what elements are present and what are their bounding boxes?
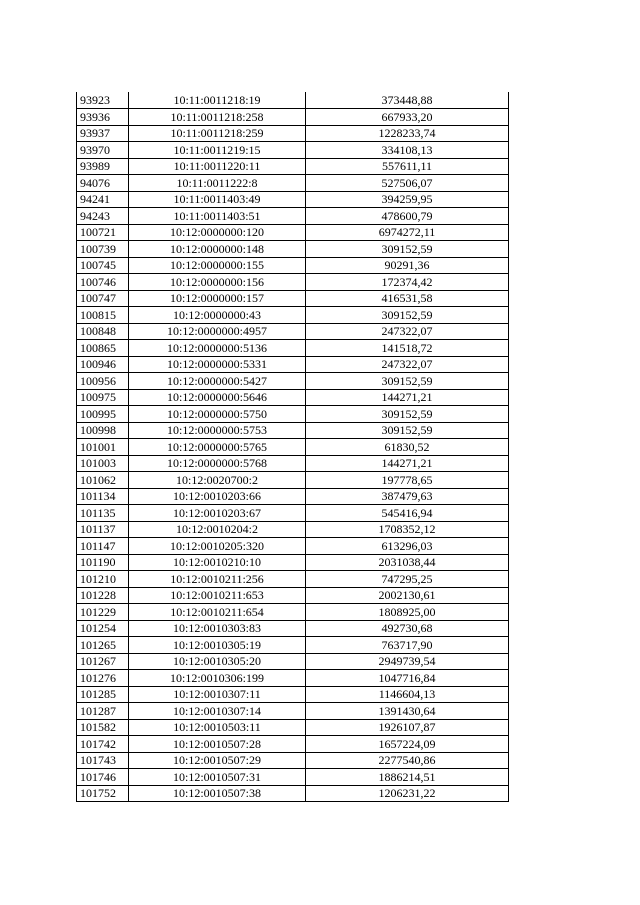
table-row: [77, 142, 509, 159]
cell-amount: 1708352,12: [306, 521, 509, 538]
table-row: [77, 472, 509, 489]
cell-amount: 667933,20: [306, 109, 509, 126]
cell-cadastral-number: 10:11:0011218:19: [129, 92, 306, 109]
cell-amount: 387479,63: [306, 488, 509, 505]
cell-amount: 309152,59: [306, 307, 509, 324]
cell-cadastral-number: 10:12:0000000:5331: [129, 356, 306, 373]
cell-id: 93970: [77, 142, 129, 159]
cell-id: 100946: [77, 356, 129, 373]
cell-cadastral-number: 10:12:0000000:157: [129, 290, 306, 307]
cell-id: 101285: [77, 686, 129, 703]
cell-amount: 172374,42: [306, 274, 509, 291]
cell-id: 101137: [77, 521, 129, 538]
cell-cadastral-number: 10:12:0000000:5765: [129, 439, 306, 456]
cell-amount: 2277540,86: [306, 752, 509, 769]
cell-id: 100848: [77, 323, 129, 340]
cell-id: 101265: [77, 637, 129, 654]
cell-amount: 247322,07: [306, 356, 509, 373]
cell-cadastral-number: 10:12:0010307:14: [129, 703, 306, 720]
cell-id: 94243: [77, 208, 129, 225]
document-table: [76, 92, 509, 802]
table-row: [77, 274, 509, 291]
table-row: [77, 356, 509, 373]
cell-cadastral-number: 10:12:0010303:83: [129, 620, 306, 637]
cell-amount: 1926107,87: [306, 719, 509, 736]
table-row: [77, 703, 509, 720]
table-row: [77, 175, 509, 192]
table-row: [77, 257, 509, 274]
cell-id: 100956: [77, 373, 129, 390]
table-row: [77, 752, 509, 769]
table-row: [77, 422, 509, 439]
cell-cadastral-number: 10:12:0010203:67: [129, 505, 306, 522]
cell-amount: 197778,65: [306, 472, 509, 489]
cell-cadastral-number: 10:12:0010503:11: [129, 719, 306, 736]
cell-amount: 763717,90: [306, 637, 509, 654]
cell-amount: 545416,94: [306, 505, 509, 522]
cell-amount: 61830,52: [306, 439, 509, 456]
table-row: [77, 604, 509, 621]
cell-id: 100739: [77, 241, 129, 258]
cell-amount: 247322,07: [306, 323, 509, 340]
table-row: [77, 323, 509, 340]
cell-id: 100721: [77, 224, 129, 241]
cell-cadastral-number: 10:11:0011403:51: [129, 208, 306, 225]
cell-cadastral-number: 10:12:0010307:11: [129, 686, 306, 703]
table-row: [77, 307, 509, 324]
cell-cadastral-number: 10:12:0010211:256: [129, 571, 306, 588]
cell-amount: 492730,68: [306, 620, 509, 637]
cell-cadastral-number: 10:12:0000000:43: [129, 307, 306, 324]
cell-amount: 613296,03: [306, 538, 509, 555]
cell-id: 100975: [77, 389, 129, 406]
table-row: [77, 653, 509, 670]
table-row: [77, 125, 509, 142]
cell-amount: 1391430,64: [306, 703, 509, 720]
cell-id: 101134: [77, 488, 129, 505]
cell-amount: 334108,13: [306, 142, 509, 159]
cell-id: 100746: [77, 274, 129, 291]
cell-amount: 6974272,11: [306, 224, 509, 241]
cell-amount: 557611,11: [306, 158, 509, 175]
cell-id: 101147: [77, 538, 129, 555]
cell-id: 100995: [77, 406, 129, 423]
cell-amount: 141518,72: [306, 340, 509, 357]
cell-amount: 394259,95: [306, 191, 509, 208]
cell-id: 93936: [77, 109, 129, 126]
table-row: [77, 109, 509, 126]
cell-cadastral-number: 10:12:0010305:19: [129, 637, 306, 654]
cell-id: 101746: [77, 769, 129, 786]
table-row: [77, 785, 509, 802]
cell-amount: 309152,59: [306, 422, 509, 439]
cell-cadastral-number: 10:12:0010306:199: [129, 670, 306, 687]
table-row: [77, 538, 509, 555]
cell-id: 101287: [77, 703, 129, 720]
table-row: [77, 554, 509, 571]
cell-amount: 309152,59: [306, 406, 509, 423]
cell-id: 101135: [77, 505, 129, 522]
cell-cadastral-number: 10:12:0000000:5427: [129, 373, 306, 390]
cell-amount: 527506,07: [306, 175, 509, 192]
cell-id: 101229: [77, 604, 129, 621]
table-row: [77, 224, 509, 241]
cell-id: 101267: [77, 653, 129, 670]
cell-cadastral-number: 10:12:0010204:2: [129, 521, 306, 538]
cell-cadastral-number: 10:12:0020700:2: [129, 472, 306, 489]
cell-id: 100998: [77, 422, 129, 439]
table-row: [77, 736, 509, 753]
cell-id: 101752: [77, 785, 129, 802]
cell-amount: 144271,21: [306, 455, 509, 472]
table-row: [77, 439, 509, 456]
cell-amount: 1047716,84: [306, 670, 509, 687]
table-row: [77, 670, 509, 687]
cell-cadastral-number: 10:12:0010211:654: [129, 604, 306, 621]
cell-cadastral-number: 10:12:0000000:5750: [129, 406, 306, 423]
cell-amount: 1228233,74: [306, 125, 509, 142]
cell-id: 100745: [77, 257, 129, 274]
cell-amount: 2031038,44: [306, 554, 509, 571]
table-row: [77, 505, 509, 522]
cell-cadastral-number: 10:12:0000000:5136: [129, 340, 306, 357]
cell-cadastral-number: 10:12:0010211:653: [129, 587, 306, 604]
table-row: [77, 719, 509, 736]
cell-amount: 1146604,13: [306, 686, 509, 703]
cell-cadastral-number: 10:12:0010507:31: [129, 769, 306, 786]
cell-cadastral-number: 10:11:0011220:11: [129, 158, 306, 175]
table-row: [77, 571, 509, 588]
table-row: [77, 686, 509, 703]
cell-id: 100747: [77, 290, 129, 307]
table-row: [77, 389, 509, 406]
table-row: [77, 455, 509, 472]
cell-id: 93989: [77, 158, 129, 175]
cell-cadastral-number: 10:12:0000000:5768: [129, 455, 306, 472]
cell-cadastral-number: 10:12:0010210:10: [129, 554, 306, 571]
cell-cadastral-number: 10:12:0010305:20: [129, 653, 306, 670]
cell-cadastral-number: 10:12:0010507:38: [129, 785, 306, 802]
table-row: [77, 406, 509, 423]
table-row: [77, 290, 509, 307]
cell-amount: 1808925,00: [306, 604, 509, 621]
cell-cadastral-number: 10:12:0010205:320: [129, 538, 306, 555]
table-row: [77, 521, 509, 538]
table-body: [77, 92, 509, 802]
cell-cadastral-number: 10:11:0011218:258: [129, 109, 306, 126]
cell-cadastral-number: 10:12:0010203:66: [129, 488, 306, 505]
cell-amount: 309152,59: [306, 373, 509, 390]
cell-id: 100865: [77, 340, 129, 357]
table-row: [77, 340, 509, 357]
table-row: [77, 637, 509, 654]
cell-amount: 1206231,22: [306, 785, 509, 802]
table-row: [77, 158, 509, 175]
cell-id: 101228: [77, 587, 129, 604]
table-row: [77, 620, 509, 637]
cell-cadastral-number: 10:12:0000000:5753: [129, 422, 306, 439]
table-row: [77, 208, 509, 225]
cell-cadastral-number: 10:12:0010507:29: [129, 752, 306, 769]
cell-amount: 747295,25: [306, 571, 509, 588]
cell-amount: 416531,58: [306, 290, 509, 307]
cell-id: 101210: [77, 571, 129, 588]
cell-id: 101001: [77, 439, 129, 456]
cell-id: 101190: [77, 554, 129, 571]
cell-amount: 1886214,51: [306, 769, 509, 786]
cell-cadastral-number: 10:12:0000000:148: [129, 241, 306, 258]
cell-id: 101062: [77, 472, 129, 489]
cell-id: 101742: [77, 736, 129, 753]
cell-id: 101276: [77, 670, 129, 687]
cell-cadastral-number: 10:11:0011403:49: [129, 191, 306, 208]
cell-amount: 2949739,54: [306, 653, 509, 670]
cell-cadastral-number: 10:12:0000000:4957: [129, 323, 306, 340]
cell-id: 93923: [77, 92, 129, 109]
table-row: [77, 191, 509, 208]
cell-cadastral-number: 10:11:0011219:15: [129, 142, 306, 159]
cell-id: 94076: [77, 175, 129, 192]
cell-id: 94241: [77, 191, 129, 208]
cell-amount: 478600,79: [306, 208, 509, 225]
cell-cadastral-number: 10:11:0011218:259: [129, 125, 306, 142]
table-row: [77, 769, 509, 786]
cell-cadastral-number: 10:12:0000000:155: [129, 257, 306, 274]
cell-amount: 1657224,09: [306, 736, 509, 753]
cell-cadastral-number: 10:11:0011222:8: [129, 175, 306, 192]
cell-id: 101743: [77, 752, 129, 769]
cell-id: 100815: [77, 307, 129, 324]
cell-amount: 90291,36: [306, 257, 509, 274]
cell-id: 101254: [77, 620, 129, 637]
cell-cadastral-number: 10:12:0000000:156: [129, 274, 306, 291]
cell-cadastral-number: 10:12:0000000:120: [129, 224, 306, 241]
cell-cadastral-number: 10:12:0000000:5646: [129, 389, 306, 406]
table-row: [77, 373, 509, 390]
table-row: [77, 92, 509, 109]
cell-id: 93937: [77, 125, 129, 142]
cell-amount: 144271,21: [306, 389, 509, 406]
table-row: [77, 488, 509, 505]
cell-id: 101582: [77, 719, 129, 736]
cell-id: 101003: [77, 455, 129, 472]
cell-amount: 309152,59: [306, 241, 509, 258]
cell-cadastral-number: 10:12:0010507:28: [129, 736, 306, 753]
cell-amount: 2002130,61: [306, 587, 509, 604]
table-row: [77, 241, 509, 258]
table-row: [77, 587, 509, 604]
cell-amount: 373448,88: [306, 92, 509, 109]
